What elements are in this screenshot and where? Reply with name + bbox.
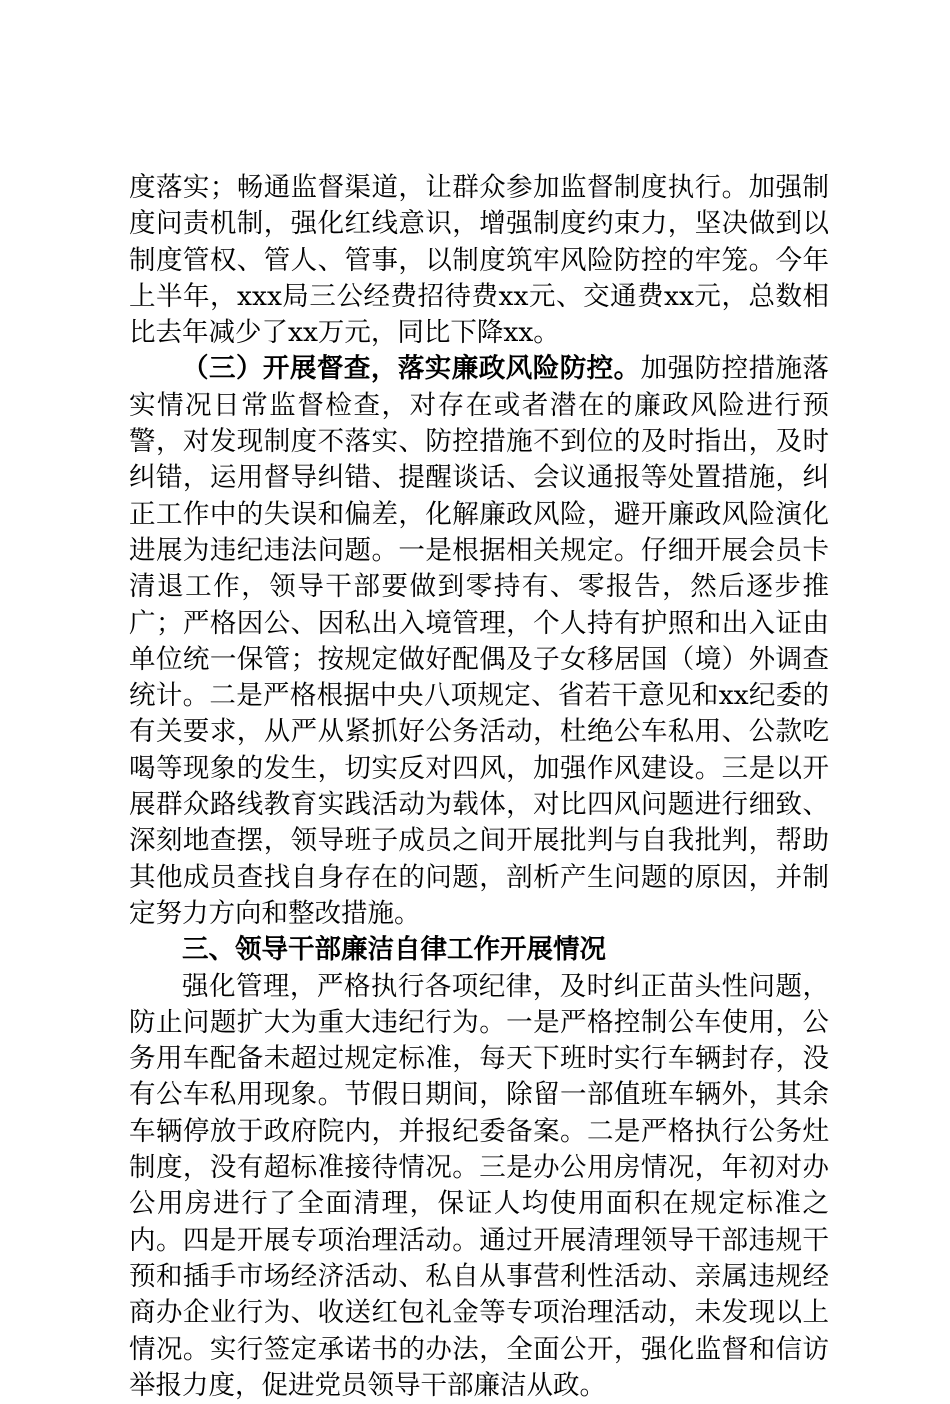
- document-page: [129, 170, 829, 1404]
- paragraph-self-discipline: 强化管理，严格执行各项纪律，及时纠正苗头性问题，防止问题扩大为重大违纪行为。一是严格控制公车使用，公务用车配备未超过规定标准，每天下班时实行车辆封存，没有公车私用现象。节假日期间，除留一部值班车辆外，其余车辆停放于政府院内，并报纪委备案。二是严格执行公务灶制度，没有超标准接待情况。三是办公用房情况，年初对办公用房进行了全面清理，保证人均使用面积在规定标准之内。四是开展专项治理活动。通过开展清理领导干部违规干预和插手市场经济活动、私自从事营利性活动、亲属违规经商办企业行为、收送红包礼金等专项治理活动，未发现以上情况。实行签定承诺书的办法，全面公开，强化监督和信访举报力度，促进党员领导干部廉洁从政。: [129, 970, 829, 1401]
- subsection-heading-supervision: （三）开展督查，落实廉政风险防控。: [182, 353, 641, 385]
- section-heading-self-discipline: 三、领导干部廉洁自律工作开展情况: [182, 934, 606, 966]
- paragraph-supervision: [129, 351, 829, 932]
- paragraph-institution-enforcement: 度落实；畅通监督渠道，让群众参加监督制度执行。加强制度问责机制，强化红线意识，增强制度约束力，坚决做到以制度管权、管人、管事，以制度筑牢风险防控的牢笼。今年上半年，xxx局三公经费招待费xx元、交通费xx元，总数相比去年减少了xx万元，同比下降xx。: [129, 172, 829, 349]
- paragraph-supervision-body: 加强防控措施落实情况日常监督检查，对存在或者潜在的廉政风险进行预警，对发现制度不落实、防控措施不到位的及时指出，及时纠错，运用督导纠错、提醒谈话、会议通报等处置措施，纠正工作中的失误和偏差，化解廉政风险，避开廉政风险演化进展为违纪违法问题。一是根据相关规定。仔细开展会员卡清退工作，领导干部要做到零持有、零报告，然后逐步推广；严格因公、因私出入境管理，个人持有护照和出入证由单位统一保管；按规定做好配偶及子女移居国（境）外调查统计。二是严格根据中央八项规定、省若干意见和xx纪委的有关要求，从严从紧抓好公务活动，杜绝公车私用、公款吃喝等现象的发生，切实反对四风，加强作风建设。三是以开展群众路线教育实践活动为载体，对比四风问题进行细致、深刻地查摆，领导班子成员之间开展批判与自我批判，帮助其他成员查找自身存在的问题，剖析产生问题的原因，并制定努力方向和整改措施。: [129, 353, 830, 929]
